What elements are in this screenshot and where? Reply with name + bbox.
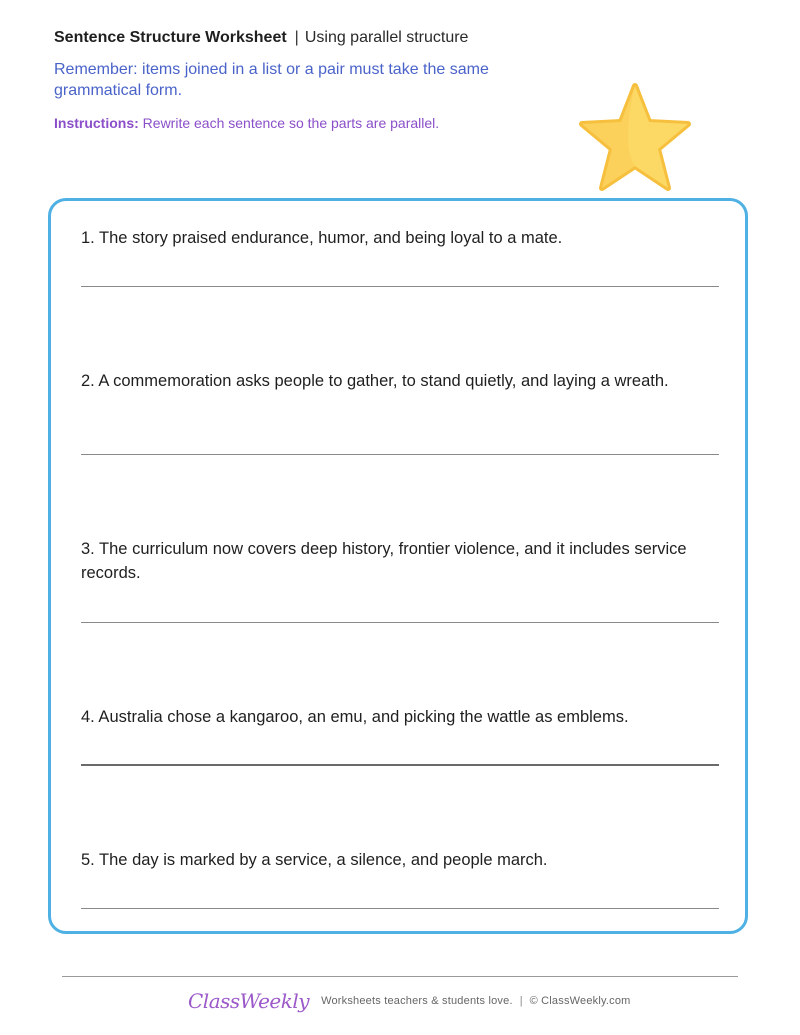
- question-1: 1. The story praised endurance, humor, and being loyal to a mate.: [81, 229, 563, 247]
- answer-line-4[interactable]: [81, 764, 719, 766]
- footer-credit: © ClassWeekly.com: [529, 995, 631, 1007]
- answer-line-2[interactable]: [81, 454, 719, 455]
- question-4: 4. Australia chose a kangaroo, an emu, and picking the wattle as emblems.: [81, 708, 629, 726]
- question-2: 2. A commemoration asks people to gather, to stand quietly, and laying a wreath.: [81, 372, 669, 390]
- answer-line-1[interactable]: [81, 286, 719, 287]
- instructions-lead: Instructions:: [54, 115, 139, 131]
- worksheet-title: Sentence Structure Worksheet: [54, 29, 287, 46]
- question-3: 3. The curriculum now covers deep history, frontier violence, and it includes service records.: [81, 540, 687, 582]
- footer: [188, 986, 631, 1016]
- classweekly-logo: ClassWeekly: [188, 989, 310, 1013]
- answer-line-3[interactable]: [81, 622, 719, 623]
- footer-separator: |: [519, 995, 523, 1007]
- answer-line-5[interactable]: [81, 908, 719, 909]
- instructions-text: Rewrite each sentence so the parts are parallel.: [142, 115, 440, 131]
- footer-tagline: Worksheets teachers & students love.: [321, 995, 513, 1007]
- worksheet-header: [54, 28, 468, 48]
- question-5: 5. The day is marked by a service, a silence, and people march.: [81, 851, 548, 869]
- instructions: [54, 114, 439, 132]
- footer-divider: [62, 976, 738, 977]
- remember-note: Remember: items joined in a list or a pair must take the same grammatical form.: [54, 61, 489, 99]
- worksheet-subtitle: Using parallel structure: [304, 29, 469, 46]
- header-separator: |: [294, 29, 299, 46]
- star-icon: [576, 82, 694, 194]
